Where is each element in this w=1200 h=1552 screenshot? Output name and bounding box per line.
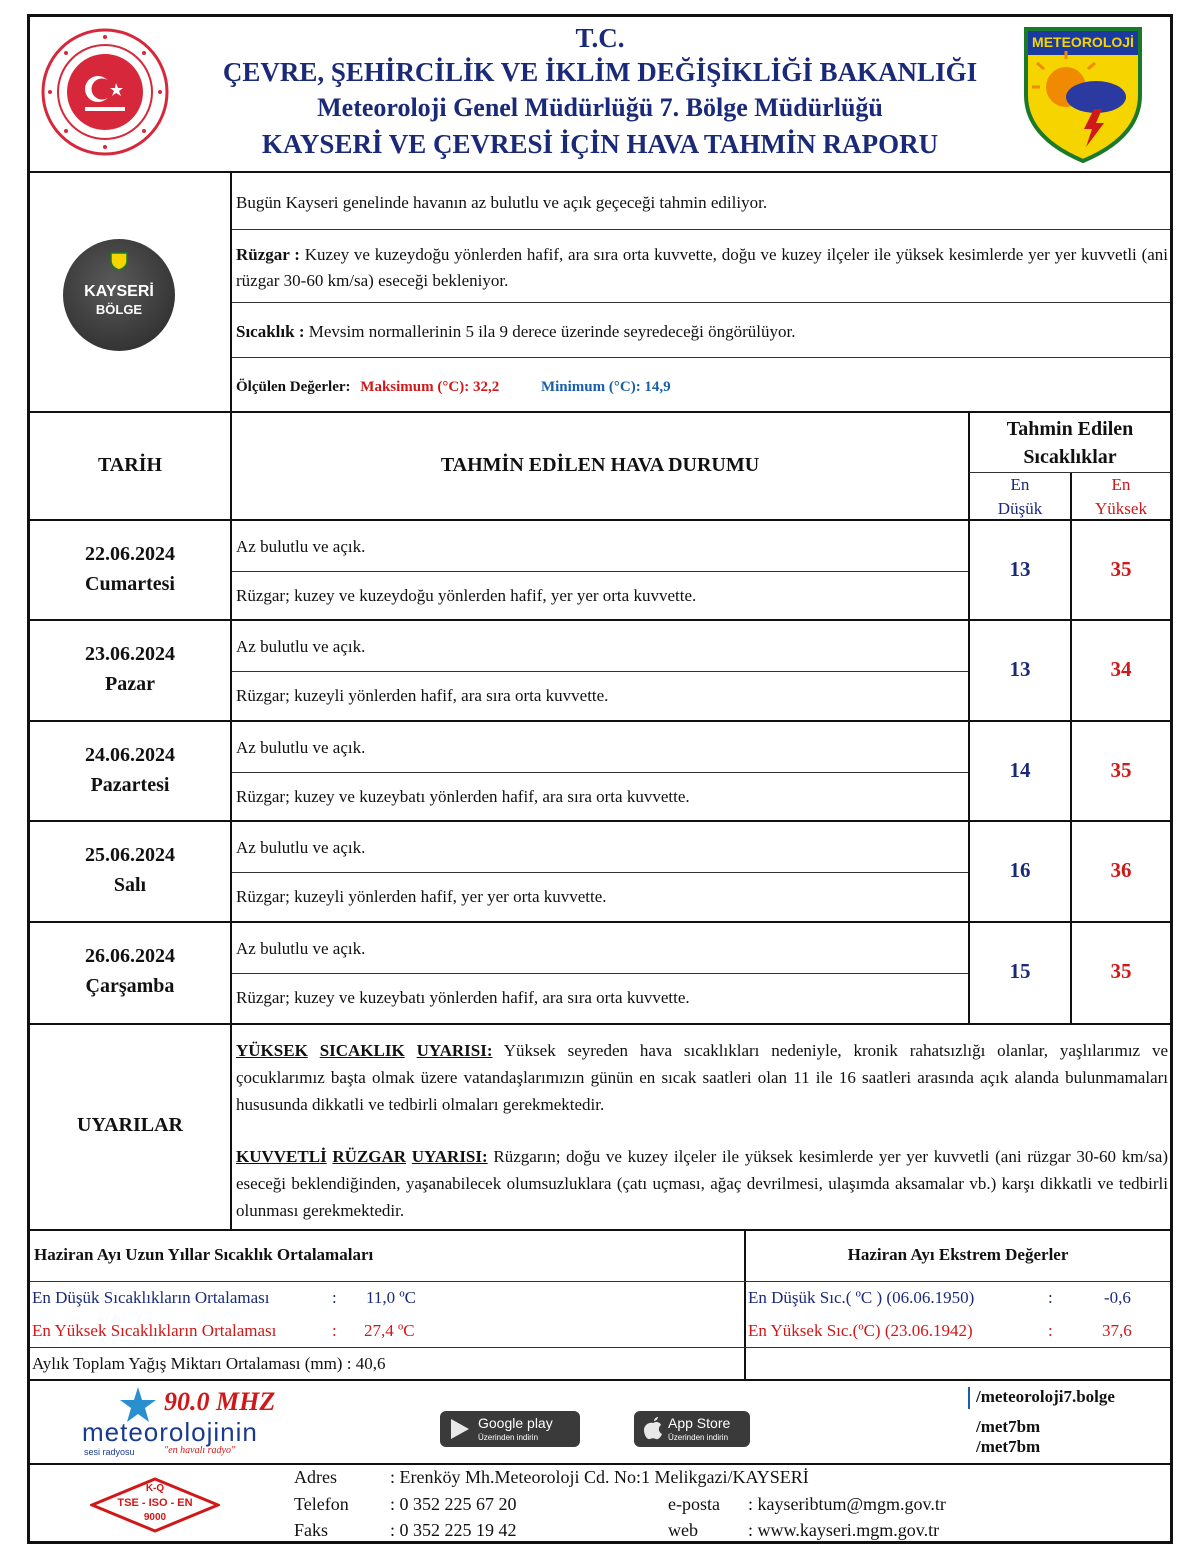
app-store-button[interactable] [634, 1411, 750, 1447]
badge-line1: KAYSERİ [84, 283, 154, 300]
row-sky: Az bulutlu ve açık. [236, 939, 366, 958]
tse-badge [90, 1477, 220, 1533]
avg-high-label: En Yüksek Sıcaklıkların Ortalaması [32, 1321, 277, 1340]
long-term-title: Haziran Ayı Uzun Yıllar Sıcaklık Ortalamaları [34, 1245, 374, 1264]
row-date: 23.06.2024 [85, 643, 175, 665]
tse-line2: TSE - ISO - EN [117, 1497, 193, 1509]
social-divider [968, 1387, 970, 1409]
row-sky: Az bulutlu ve açık. [236, 738, 366, 757]
google-play-sub: Üzerinden indirin [478, 1433, 539, 1442]
app-store-sub: Üzerinden indirin [668, 1433, 729, 1442]
row-high-temp: 36 [1110, 858, 1132, 882]
ext-high-sep: : [1048, 1321, 1053, 1340]
summary-temp [236, 319, 1166, 345]
row-wind: Rüzgar; kuzey ve kuzeybatı yönlerden hafif, ara sıra orta kuvvette. [236, 787, 690, 806]
row-low-temp: 14 [1009, 758, 1031, 782]
row-high-temp: 35 [1110, 557, 1132, 581]
email-label: e-posta [668, 1494, 720, 1514]
meteoroloji-logo-text: METEOROLOJİ [1032, 34, 1134, 50]
row-wind: Rüzgar; kuzeyli yönlerden hafif, ara sıra orta kuvvette. [236, 686, 609, 705]
heat-warning-title-3: UYARISI: [416, 1041, 493, 1060]
row-wind: Rüzgar; kuzeyli yönlerden hafif, yer yer orta kuvvette. [236, 887, 607, 906]
header-tc: T.C. [575, 23, 625, 53]
row-high-temp: 35 [1110, 758, 1132, 782]
precip-average: Aylık Toplam Yağış Miktarı Ortalaması (mm) : 40,6 [32, 1354, 386, 1373]
row-wind: Rüzgar; kuzey ve kuzeydoğu yönlerden hafif, yer yer orta kuvvette. [236, 586, 697, 605]
summary-wind [236, 242, 1168, 294]
col-low-header: En Düşük [997, 475, 1043, 518]
row-date: 25.06.2024 [85, 844, 175, 866]
heat-warning-title-2: SICAKLIK [319, 1041, 405, 1060]
address-label: Adres [294, 1467, 337, 1487]
avg-low-sep: : [332, 1288, 337, 1307]
address-value: : Erenköy Mh.Meteoroloji Cd. No:1 Melikgazi/KAYSERİ [390, 1467, 809, 1487]
heat-warning-text: Yüksek seyreden hava sıcaklıkları nedeniyle, kronik rahatsızlığı olanlar, yaşlılarımız ve çocuklarımız başta olmak üzere vatandaşlarımızın günün en sıcak saatleri olan 11 ile 16 saatleri arasında açık alanda bulunmamaları hususunda dikkatli ve tedbirli olmaları gerekmektedir. [236, 1041, 1169, 1114]
header-directorate: Meteoroloji Genel Müdürlüğü 7. Bölge Müdürlüğü [317, 93, 883, 122]
row-date-cell [30, 639, 230, 699]
wind-warning-title-1: KUVVETLİ [236, 1147, 327, 1166]
row-low-temp: 13 [1009, 557, 1031, 581]
header-ministry: ÇEVRE, ŞEHİRCİLİK VE İKLİM DEĞİŞİKLİĞİ BAKANLIĞI [222, 57, 978, 87]
web-value[interactable]: : www.kayseri.mgm.gov.tr [748, 1520, 940, 1540]
row-day: Pazar [105, 673, 155, 695]
apple-icon [642, 1417, 664, 1441]
heat-warning [236, 1037, 1168, 1118]
tse-line3: 9000 [143, 1512, 167, 1523]
avg-low-value: 11,0 ºC [366, 1288, 416, 1307]
wind-warning-title-3: UYARISI: [411, 1147, 488, 1166]
wind-warning [236, 1143, 1168, 1224]
social-instagram[interactable]: /met7bm [976, 1437, 1041, 1456]
email-value[interactable]: : kayseribtum@mgm.gov.tr [748, 1494, 946, 1514]
row-low-temp: 13 [1009, 657, 1031, 681]
row-date-cell [30, 740, 230, 800]
tse-line1: K-Q [145, 1483, 165, 1494]
row-high-temp: 34 [1110, 657, 1132, 681]
row-date-cell [30, 840, 230, 900]
google-play-button[interactable] [440, 1411, 580, 1447]
ministry-seal [40, 27, 170, 157]
row-high-temp: 35 [1110, 959, 1132, 983]
summary-temp-text: Mevsim normallerinin 5 ila 9 derece üzerinde seyredeceği öngörülüyor. [308, 322, 796, 341]
web-label: web [668, 1520, 698, 1540]
social-twitter[interactable]: /met7bm [976, 1417, 1041, 1436]
row-date: 26.06.2024 [85, 945, 175, 967]
avg-high-value: 27,4 ºC [364, 1321, 415, 1340]
wind-warning-text: Rüzgarın; doğu ve kuzey ilçeler ile yüksek kesimlerde yer yer kuvvetli (ani rüzgar 30-60 km/sa) eseceği beklendiğinden, yaşanabilecek olumsuzluklara (çatı uçması, ağaç devrilmesi, ulaşımda aksamalar vb.) karşı dikkatli ve tedbirli olunması gerekmektedir. [236, 1147, 1168, 1220]
measured-label: Ölçülen Değerler: [236, 379, 351, 395]
measured-max: Maksimum (°C): 32,2 [360, 379, 500, 395]
summary-temp-label: Sıcaklık : [236, 322, 305, 341]
ext-low-value: -0,6 [1104, 1288, 1131, 1307]
radio-sub: sesi radyosu [84, 1447, 135, 1457]
fax-value: : 0 352 225 19 42 [390, 1520, 517, 1540]
google-play-icon [448, 1417, 472, 1441]
row-sky: Az bulutlu ve açık. [236, 537, 366, 556]
badge-line2: BÖLGE [95, 302, 143, 317]
summary-wind-label: Rüzgar : [236, 245, 300, 264]
col-high-header: En Yüksek [1095, 475, 1147, 518]
google-play-label: Google play [478, 1415, 553, 1431]
meteoroloji-logo [1022, 25, 1144, 165]
measured-min: Minimum (°C): 14,9 [540, 379, 671, 395]
phone-label: Telefon [294, 1494, 349, 1514]
row-day: Cumartesi [85, 573, 175, 595]
ext-low-label: En Düşük Sıc.( ºC ) (06.06.1950) [748, 1288, 975, 1307]
phone-value: : 0 352 225 67 20 [390, 1494, 517, 1514]
row-date: 24.06.2024 [85, 744, 175, 766]
row-low-temp: 16 [1009, 858, 1031, 882]
avg-low-label: En Düşük Sıcaklıkların Ortalaması [32, 1288, 270, 1307]
ext-low-sep: : [1048, 1288, 1053, 1307]
warnings-label: UYARILAR [77, 1114, 183, 1136]
row-day: Salı [113, 874, 147, 896]
summary-measured [236, 374, 1166, 400]
radio-frequency: 90.0 MHZ [164, 1387, 276, 1416]
forecast-report [27, 14, 1173, 1544]
col-temps-header: Tahmin Edilen Sıcaklıklar [1006, 418, 1134, 468]
social-facebook[interactable]: /meteoroloji7.bolge [976, 1387, 1115, 1406]
row-sky: Az bulutlu ve açık. [236, 838, 366, 857]
row-date-cell [30, 539, 230, 599]
radio-slogan: "en havalı radyo" [164, 1445, 236, 1456]
badge-logo-icon [109, 251, 129, 271]
row-date-cell [30, 941, 230, 1001]
app-store-label: App Store [668, 1415, 731, 1431]
row-sky: Az bulutlu ve açık. [236, 637, 366, 656]
report-title: KAYSERİ VE ÇEVRESİ İÇİN HAVA TAHMİN RAPORU [261, 129, 939, 159]
row-day: Pazartesi [90, 774, 170, 796]
radio-logo [78, 1385, 318, 1463]
row-wind: Rüzgar; kuzey ve kuzeybatı yönlerden hafif, ara sıra orta kuvvette. [236, 988, 690, 1007]
col-date-header: TARİH [97, 454, 163, 476]
summary-wind-text: Kuzey ve kuzeydoğu yönlerden hafif, ara sıra orta kuvvette, doğu ve kuzey ilçeler ile yüksek kesimlerde yer yer kuvvetli (ani rüzgar 30-60 km/sa) eseceği bekleniyor. [236, 245, 1168, 290]
ext-high-value: 37,6 [1102, 1321, 1132, 1340]
avg-high-sep: : [332, 1321, 337, 1340]
kayseri-bolge-badge [63, 239, 175, 351]
ext-high-label: En Yüksek Sıc.(ºC) (23.06.1942) [748, 1321, 973, 1340]
wind-warning-title-2: RÜZGAR [332, 1147, 407, 1166]
radio-name: meteorolojinin [82, 1417, 258, 1447]
extreme-title: Haziran Ayı Ekstrem Değerler [847, 1245, 1069, 1264]
row-low-temp: 15 [1009, 959, 1031, 983]
heat-warning-title-1: YÜKSEK [236, 1041, 308, 1060]
fax-label: Faks [294, 1520, 329, 1540]
row-date: 22.06.2024 [85, 543, 175, 565]
col-weather-header: TAHMİN EDİLEN HAVA DURUMU [440, 454, 760, 476]
summary-general: Bugün Kayseri genelinde havanın az bulutlu ve açık geçeceği tahmin ediliyor. [236, 193, 768, 212]
row-day: Çarşamba [85, 975, 175, 997]
